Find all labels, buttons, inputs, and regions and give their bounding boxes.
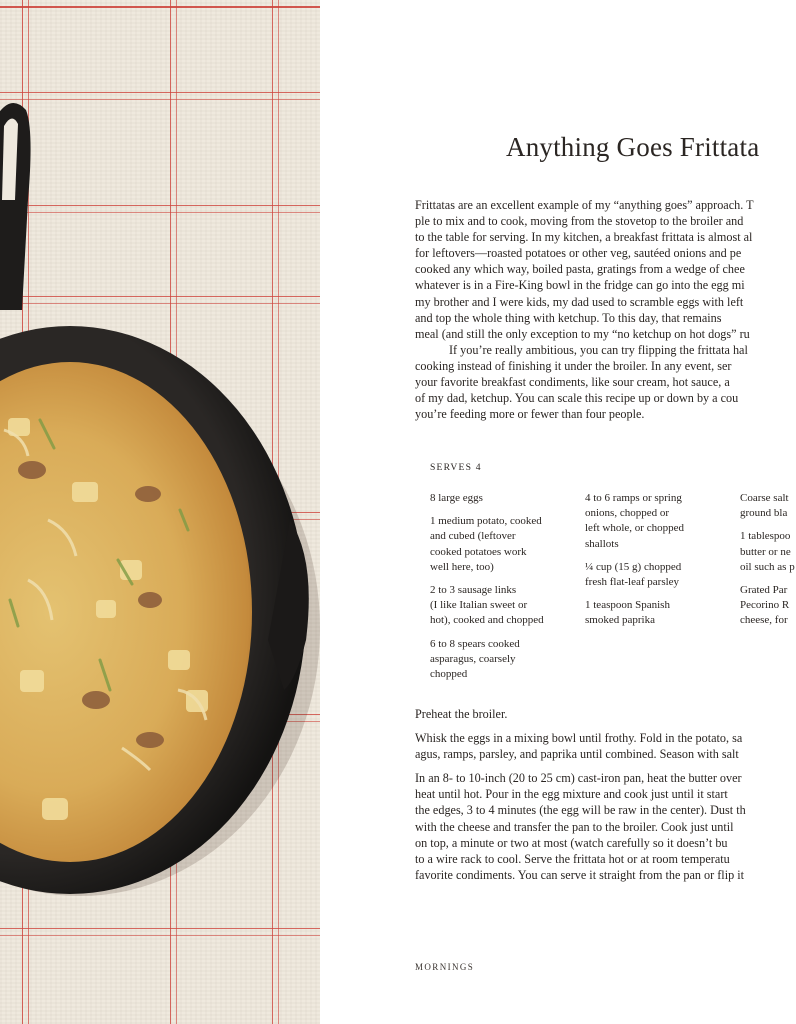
method-step (415, 706, 796, 722)
method-line: In an 8- to 10-inch (20 to 25 cm) cast-iron pan, heat the butter over (415, 771, 742, 786)
intro-line: ple to mix and to cook, moving from the stovetop to the broiler and (415, 214, 744, 229)
method-line: agus, ramps, parsley, and paprika until combined. Season with salt (415, 747, 739, 762)
ingredient-line: well here, too) (430, 560, 494, 573)
ingredient-line: butter or ne (740, 545, 791, 558)
ingredient-line: 2 to 3 sausage links (430, 584, 517, 597)
intro-line: cooked any which way, boiled pasta, gratings from a wedge of chee (415, 262, 745, 277)
ingredient-line: fresh flat-leaf parsley (585, 576, 680, 589)
ingredient-line: asparagus, coarsely (430, 652, 516, 665)
intro-line: to the table for serving. In my kitchen, a breakfast frittata is almost al (415, 230, 753, 245)
method-line: heat until hot. Pour in the egg mixture and cook just until it start (415, 787, 728, 802)
ingredient-item (430, 637, 580, 683)
intro-line: for leftovers—roasted potatoes or other veg, sautéed onions and pe (415, 246, 742, 261)
intro-line: my brother and I were kids, my dad used to scramble eggs with left (415, 294, 744, 309)
ingredient-line: Grated Par (740, 584, 788, 597)
ingredient-line: 1 teaspoon Spanish (585, 599, 670, 612)
ingredients-column-3 (740, 491, 796, 637)
recipe-title: Anything Goes Frittata (506, 132, 760, 162)
recipe-page (320, 0, 796, 1024)
intro-line: you’re feeding more or fewer than four people. (415, 407, 645, 422)
ingredient-line: cheese, for (740, 614, 788, 627)
ingredient-line: onions, chopped or (585, 507, 670, 520)
method-line: favorite condiments. You can serve it straight from the pan or flip it (415, 867, 744, 882)
ingredient-line: Pecorino R (740, 599, 790, 612)
intro-line: meal (and still the only exception to my “no ketchup on hot dogs” ru (415, 326, 750, 341)
method-steps (415, 706, 796, 891)
ingredient-line: 6 to 8 spears cooked (430, 637, 520, 650)
ingredient-line: 1 tablespoo (740, 530, 791, 543)
ingredient-line: cooked potatoes work (430, 545, 527, 558)
ingredient-item (430, 491, 580, 506)
ingredient-line: ground bla (740, 507, 788, 520)
intro-text (415, 197, 796, 422)
ingredient-line: 8 large eggs (430, 492, 483, 504)
ingredient-item (585, 598, 735, 628)
intro-line: your favorite breakfast condiments, like sour cream, hot sauce, a (415, 375, 730, 390)
ingredient-item (585, 560, 735, 590)
method-line: the edges, 3 to 4 minutes (the egg will be raw in the center). Dust th (415, 803, 746, 818)
method-line: Preheat the broiler. (415, 707, 508, 721)
ingredient-item (430, 583, 580, 629)
intro-line: cooking instead of finishing it under the broiler. In any event, ser (415, 358, 732, 373)
method-line: to a wire rack to cool. Serve the frittata hot or at room temperatu (415, 851, 730, 866)
intro-line: Frittatas are an excellent example of my “anything goes” approach. T (415, 198, 754, 212)
ingredient-line: hot), cooked and chopped (430, 614, 544, 627)
ingredients-column-2 (585, 491, 735, 637)
intro-line: and top the whole thing with ketchup. To this day, that remains (415, 310, 722, 325)
serves-label: SERVES 4 (430, 462, 482, 473)
ingredient-line: ¼ cup (15 g) chopped (585, 560, 682, 573)
ingredient-item (585, 491, 735, 552)
ingredient-line: oil such as p (740, 560, 795, 573)
method-line: Whisk the eggs in a mixing bowl until frothy. Fold in the potato, sa (415, 731, 743, 746)
ingredient-line: Coarse salt (740, 492, 789, 504)
ingredient-line: (I like Italian sweet or (430, 599, 528, 612)
ingredient-line: 1 medium potato, cooked (430, 515, 542, 528)
ingredient-line: chopped (430, 668, 468, 681)
method-line: with the cheese and transfer the pan to the broiler. Cook just until (415, 819, 734, 834)
method-step (415, 770, 796, 883)
ingredient-line: smoked paprika (585, 614, 655, 627)
ingredient-item (740, 529, 796, 575)
frittata-photo (0, 0, 320, 1024)
intro-line: of my dad, ketchup. You can scale this recipe up or down by a cou (415, 391, 739, 406)
ingredients-column-1 (430, 491, 580, 690)
ingredient-line: shallots (585, 537, 619, 550)
ingredient-line: left whole, or chopped (585, 522, 684, 535)
ingredient-item (430, 514, 580, 575)
ingredient-item (740, 583, 796, 629)
intro-line: whatever is in a Fire-King bowl in the fridge can go into the egg mi (415, 278, 745, 293)
method-step (415, 730, 796, 762)
ingredient-line: 4 to 6 ramps or spring (585, 492, 682, 504)
section-footer: MORNINGS (415, 962, 475, 972)
skillet-illustration (0, 0, 320, 1024)
ingredient-line: and cubed (leftover (430, 530, 516, 543)
method-line: on top, a minute or two at most (watch carefully so it doesn’t bu (415, 835, 728, 850)
ingredient-item (740, 491, 796, 521)
intro-line: If you’re really ambitious, you can try flipping the frittata hal (449, 342, 748, 357)
